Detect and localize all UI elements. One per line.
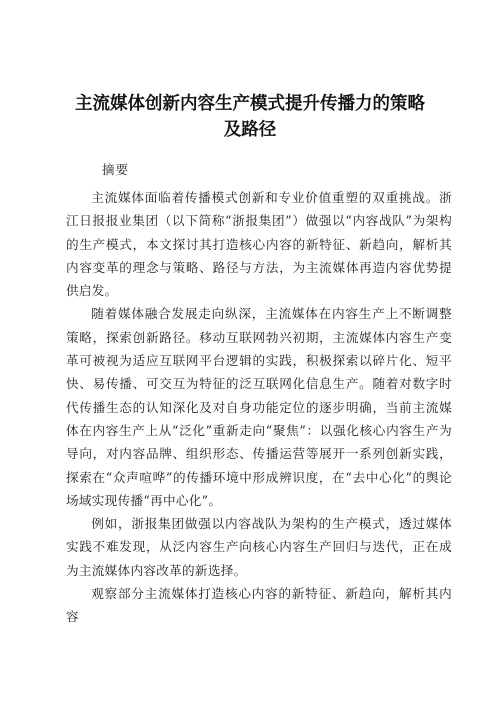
paragraph-2: 随着媒体融合发展走向纵深，主流媒体在内容生产上不断调整策略，探索创新路径。移动互联网勃兴初期，主流媒体内容生产变革可被视为适应互联网平台逻辑的实践，积极探索以碎片化、短平快、易传播、可交互为特征的泛互联网化信息生产。随着对数字时代传播生态的认知深化及对自身功能定位的逐步明确，当前主流媒体在内容生产上从“泛化”重新走向“聚焦”：以强化核心内容生产为导向，对内容品牌、组织形态、传播运营等展开一系列创新实践，探索在“众声喧哗”的传播环境中形成辨识度，在“去中心化”的舆论场域实现传播“再中心化”。 [66, 306, 452, 508]
body-text [66, 186, 452, 629]
document-title-line-2: 及路径 [223, 120, 277, 140]
paragraph-1: 主流媒体面临着传播模式创新和专业价值重塑的双重挑战。浙江日报报业集团（以下简称“浙报集团”）做强以“内容战队”为架构的生产模式，本文探讨其打造核心内容的新特征、新趋向，解析其内容变革的理念与策略、路径与方法，为主流媒体再造内容优势提供启发。 [66, 190, 452, 299]
document-title-line-1: 主流媒体创新内容生产模式提升传播力的策略 [75, 94, 425, 114]
abstract-label: 摘要 [102, 162, 130, 177]
paragraph-3: 例如，浙报集团做强以内容战队为架构的生产模式，透过媒体实践不难发现，从泛内容生产向核心内容生产回归与迭代，正在成为主流媒体内容改革的新选择。 [66, 516, 452, 578]
paragraph-4: 观察部分主流媒体打造核心内容的新特征、新趋向，解析其内容 [66, 586, 452, 625]
